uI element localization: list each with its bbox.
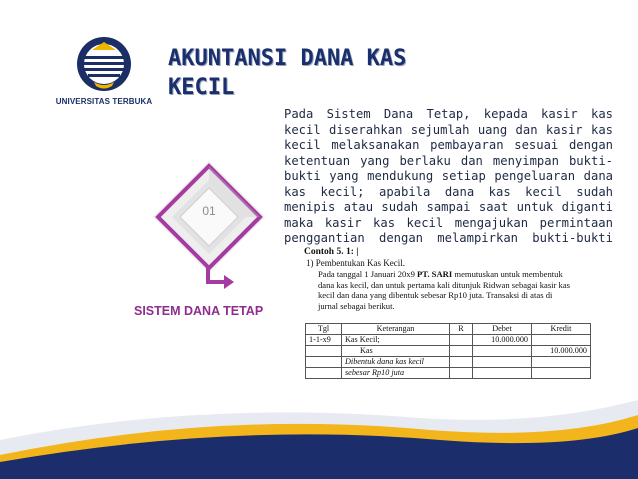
example-paragraph [318, 269, 604, 311]
body-line: kas kecil; apabila dana kas kecil sudah [284, 184, 613, 199]
cell-debet: 10.000.000 [473, 335, 532, 346]
journal-table [305, 323, 591, 379]
col-header-tgl: Tgl [306, 324, 342, 335]
col-header-debet: Debet [473, 324, 532, 335]
cell-kredit [532, 357, 591, 368]
cell-debet [473, 368, 532, 379]
example-document [304, 246, 604, 311]
cell-tgl: 1-1-x9 [306, 335, 342, 346]
body-paragraph [284, 107, 613, 247]
example-heading-text: Contoh 5. 1: [304, 247, 354, 257]
cell-keterangan: Dibentuk dana kas kecil [342, 357, 450, 368]
cell-tgl [306, 357, 342, 368]
body-line: bukti yang mendukung setiap pengeluaran dana [284, 169, 613, 183]
col-header-keterangan: Keterangan [342, 324, 450, 335]
table-row [306, 357, 591, 368]
example-line: jurnal sebagai berikut. [318, 300, 395, 311]
company-name: PT. SARI [417, 269, 453, 279]
cell-r [450, 357, 473, 368]
arrow-right-icon [200, 264, 236, 290]
example-line: kecil dan dana yang dibentuk sebesar Rp10 juta. Transaksi di atas di [318, 290, 553, 301]
col-header-kredit: Kredit [532, 324, 591, 335]
example-item: 1) Pembentukan Kas Kecil. [306, 258, 405, 268]
example-line-text: Pada tanggal 1 Januari 20x9 [318, 269, 418, 279]
example-line: dana kas kecil, dan untuk pertama kali ditunjuk Ridwan sebagai kasir kas [318, 279, 571, 290]
body-line: Pada Sistem Dana Tetap, kepada kasir kas [284, 107, 613, 121]
table-row [306, 368, 591, 379]
cell-r [450, 368, 473, 379]
body-line: penggantian dengan melampirkan bukti-bukti [284, 231, 613, 245]
table-row [306, 335, 591, 346]
cell-tgl [306, 368, 342, 379]
example-line [318, 269, 604, 280]
slide-title [168, 44, 406, 102]
cell-keterangan: Kas Kecil; [342, 335, 450, 346]
step-label: SISTEM DANA TETAP [134, 304, 264, 318]
table-header-row [306, 324, 591, 335]
cell-kredit [532, 368, 591, 379]
cell-debet [473, 357, 532, 368]
body-line: ketentuan yang berlaku dan menyimpan bukti- [284, 153, 613, 168]
cell-kredit: 10.000.000 [532, 346, 591, 357]
example-line-text: memutuskan untuk membentuk [452, 269, 563, 279]
col-header-r: R [450, 324, 473, 335]
body-line: menipis atau sudah sampai saat untuk diganti [284, 200, 613, 214]
logo-text: UNIVERSITAS TERBUKA [55, 97, 153, 106]
example-heading: Contoh 5. 1: | [304, 247, 359, 257]
step-number: 01 [202, 204, 216, 218]
cell-r [450, 335, 473, 346]
body-line: kecil diserahkan sejumlah uang dan kasir kas [284, 122, 613, 137]
table-row [306, 346, 591, 357]
cell-r [450, 346, 473, 357]
cell-kredit [532, 335, 591, 346]
title-line-1: AKUNTANSI DANA KAS [168, 46, 407, 71]
cell-keterangan: sebesar Rp10 juta [342, 368, 450, 379]
footer-wave [0, 380, 638, 479]
body-line: kecil melaksanakan pembayaran sesuai dengan [284, 138, 613, 152]
cell-debet [473, 346, 532, 357]
title-line-2: KECIL [168, 75, 235, 100]
body-line: maka kasir kas kecil mengajukan permintaan [284, 215, 613, 230]
cell-tgl [306, 346, 342, 357]
cell-keterangan: Kas [342, 346, 450, 357]
